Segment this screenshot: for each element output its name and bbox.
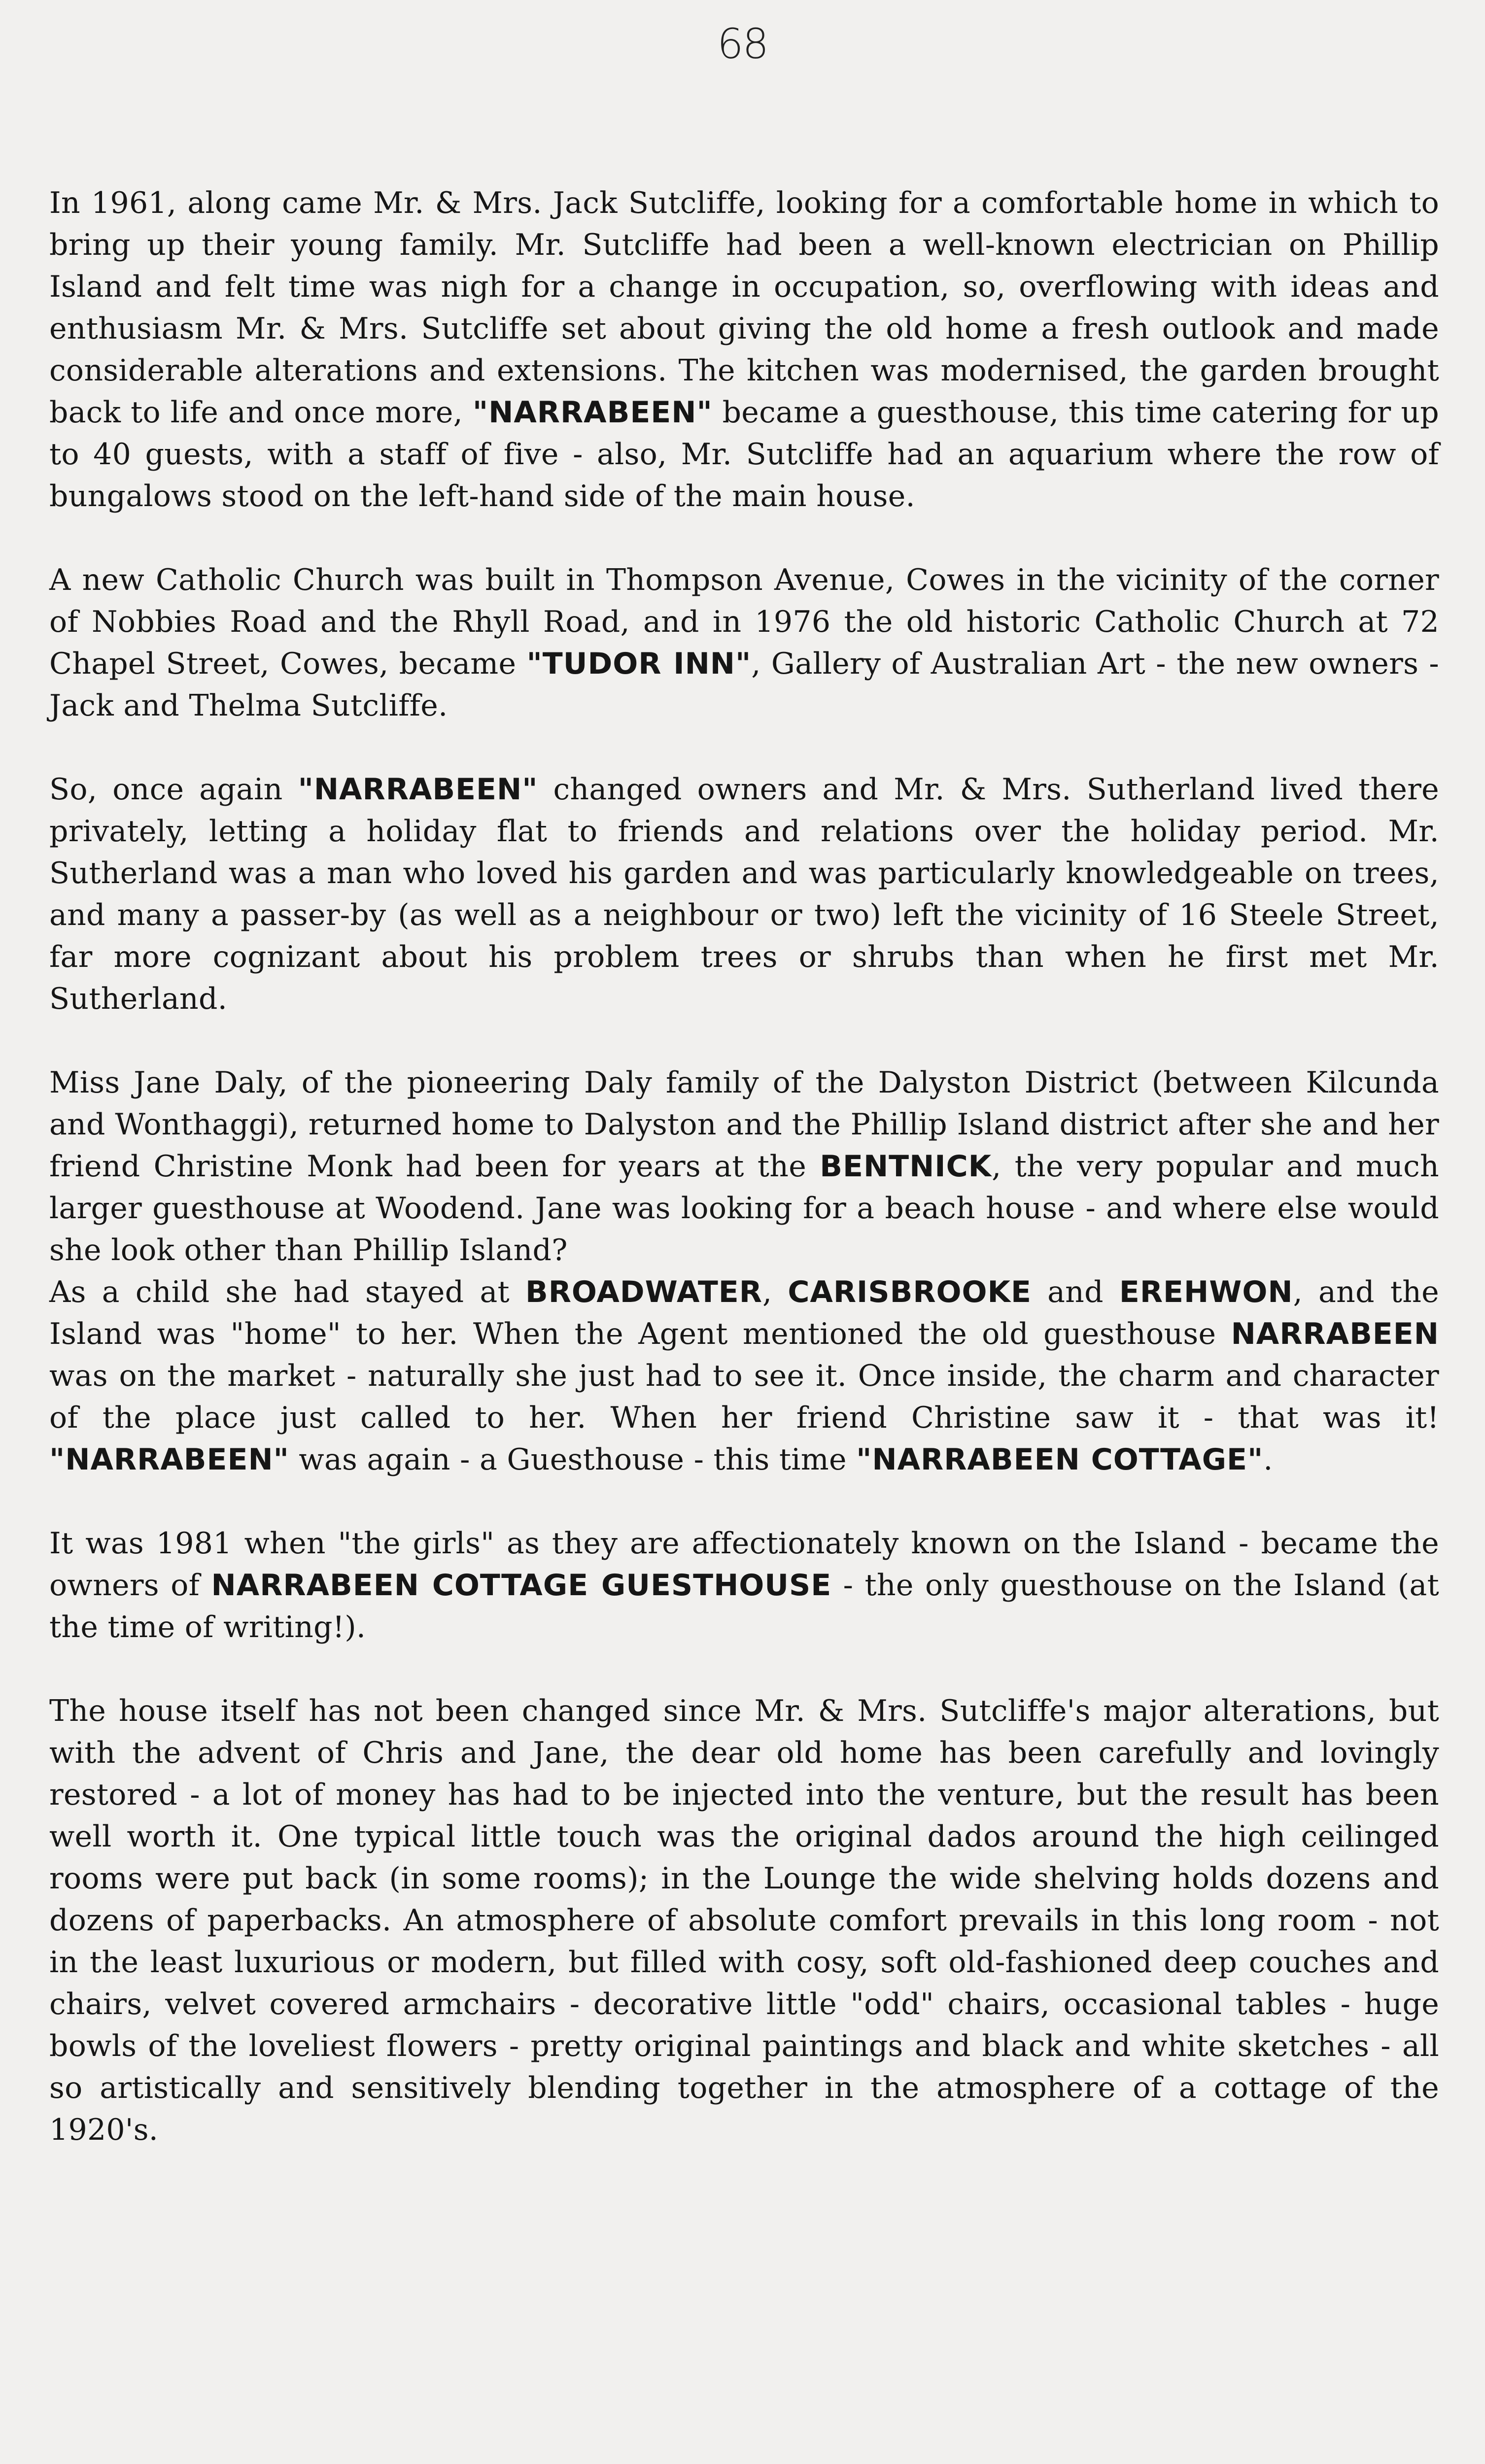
- body-text-run: , and the Island was "home" to her. When the Agent mentioned the old guesthouse: [49, 1275, 1439, 1351]
- body-text-run: was again - a Guesthouse - this time: [289, 1442, 857, 1477]
- paragraph-house-restoration: [49, 1690, 1439, 2151]
- page-number: 68: [717, 20, 768, 68]
- bold-name-text: "NARRABEEN": [472, 395, 713, 430]
- bold-name-text: "NARRABEEN": [49, 1442, 289, 1477]
- paragraph-1981-owners: [49, 1523, 1439, 1648]
- body-text-run: In 1961, along came Mr. & Mrs. Jack Sutcliffe, looking for a comfortable home in which to bring up their young family. Mr. Sutcliffe had been a well-known electrician on Phillip Island and felt time was nigh for a change in occupation, so, overflowing with ideas and enthusiasm Mr. & Mrs. Sutcliffe set about giving the old home a fresh outlook and made considerable alterations and extensions. The kitchen was modernised, the garden brought back to life and once more,: [49, 186, 1439, 430]
- paragraph-sutcliffe-arrival: [49, 182, 1439, 517]
- body-text: [49, 182, 1439, 2193]
- paragraph-catholic-church: [49, 559, 1439, 727]
- body-text-run: The house itself has not been changed since Mr. & Mrs. Sutcliffe's major alterations, but with the advent of Chris and Jane, the dear old home has been carefully and lovingly restored - a lot of money has had to be injected into the venture, but the result has been well worth it. One typical little touch was the original dados around the high ceilinged rooms were put back (in some rooms); in the Lounge the wide shelving holds dozens and dozens of paperbacks. An atmosphere of absolute comfort prevails in this long room - not in the least luxurious or modern, but filled with cosy, soft old-fashioned deep couches and chairs, velvet covered armchairs - decorative little "odd" chairs, occasional tables - huge bowls of the loveliest flowers - pretty original paintings and black and white sketches - all so artistically and sensitively blending together in the atmosphere of a cottage of the 1920's.: [49, 1694, 1439, 2147]
- bold-name-text: "TUDOR INN": [526, 647, 752, 681]
- paragraph-childhood-stays: [49, 1271, 1439, 1481]
- bold-name-text: NARRABEEN: [1231, 1317, 1439, 1351]
- body-text-run: , Gallery of Australian Art - the new owners - Jack and Thelma Sutcliffe.: [49, 647, 1439, 723]
- bold-name-text: CARISBROOKE: [788, 1275, 1032, 1309]
- bold-name-text: NARRABEEN COTTAGE GUESTHOUSE: [211, 1568, 832, 1603]
- body-text-run: changed owners and Mr. & Mrs. Sutherland lived there privately, letting a holiday flat to friends and relations over the holiday period. Mr. Sutherland was a man who loved his garden and was particularly knowledgeable on trees, and many a passer-by (as well as a neighbour or two) left the vicinity of 16 Steele Street, far more cognizant about his problem trees or shrubs than when he first met Mr. Sutherland.: [49, 772, 1439, 1016]
- body-text-run: - the only guesthouse on the Island (at the time of writing!).: [49, 1568, 1439, 1644]
- body-text-run: A new Catholic Church was built in Thompson Avenue, Cowes in the vicinity of the corner of Nobbies Road and the Rhyll Road, and in 1976 the old historic Catholic Church at 72 Chapel Street, Cowes, became: [49, 563, 1439, 681]
- bold-name-text: BENTNICK: [820, 1149, 992, 1184]
- body-text-run: ,: [762, 1275, 788, 1309]
- paragraph-jane-daly: [49, 1062, 1439, 1271]
- body-text-run: So, once again: [49, 772, 298, 807]
- bold-name-text: BROADWATER: [525, 1275, 762, 1309]
- body-text-run: It was 1981 when "the girls" as they are affectionately known on the Island - became the owners of: [49, 1526, 1439, 1603]
- body-text-run: .: [1263, 1442, 1273, 1477]
- body-text-run: was on the market - naturally she just had to see it. Once inside, the charm and character of the place just called to her. When her friend Christine saw it - that was it!: [49, 1359, 1439, 1435]
- paragraph-sutherland: [49, 769, 1439, 1020]
- body-text-run: As a child she had stayed at: [49, 1275, 525, 1309]
- body-text-run: became a guesthouse, this time catering for up to 40 guests, with a staff of five - also, Mr. Sutcliffe had an aquarium where the row of bungalows stood on the left-hand side of the main house.: [49, 395, 1439, 513]
- bold-name-text: "NARRABEEN": [298, 772, 538, 807]
- bold-name-text: EREHWON: [1119, 1275, 1293, 1309]
- body-text-run: Miss Jane Daly, of the pioneering Daly family of the Dalyston District (between Kilcunda and Wonthaggi), returned home to Dalyston and the Phillip Island district after she and her friend Christine Monk had been for years at the: [49, 1065, 1439, 1184]
- bold-name-text: "NARRABEEN COTTAGE": [856, 1442, 1264, 1477]
- body-text-run: , the very popular and much larger guesthouse at Woodend. Jane was looking for a beach house - and where else would she look other than Phillip Island?: [49, 1149, 1439, 1267]
- body-text-run: and: [1032, 1275, 1119, 1309]
